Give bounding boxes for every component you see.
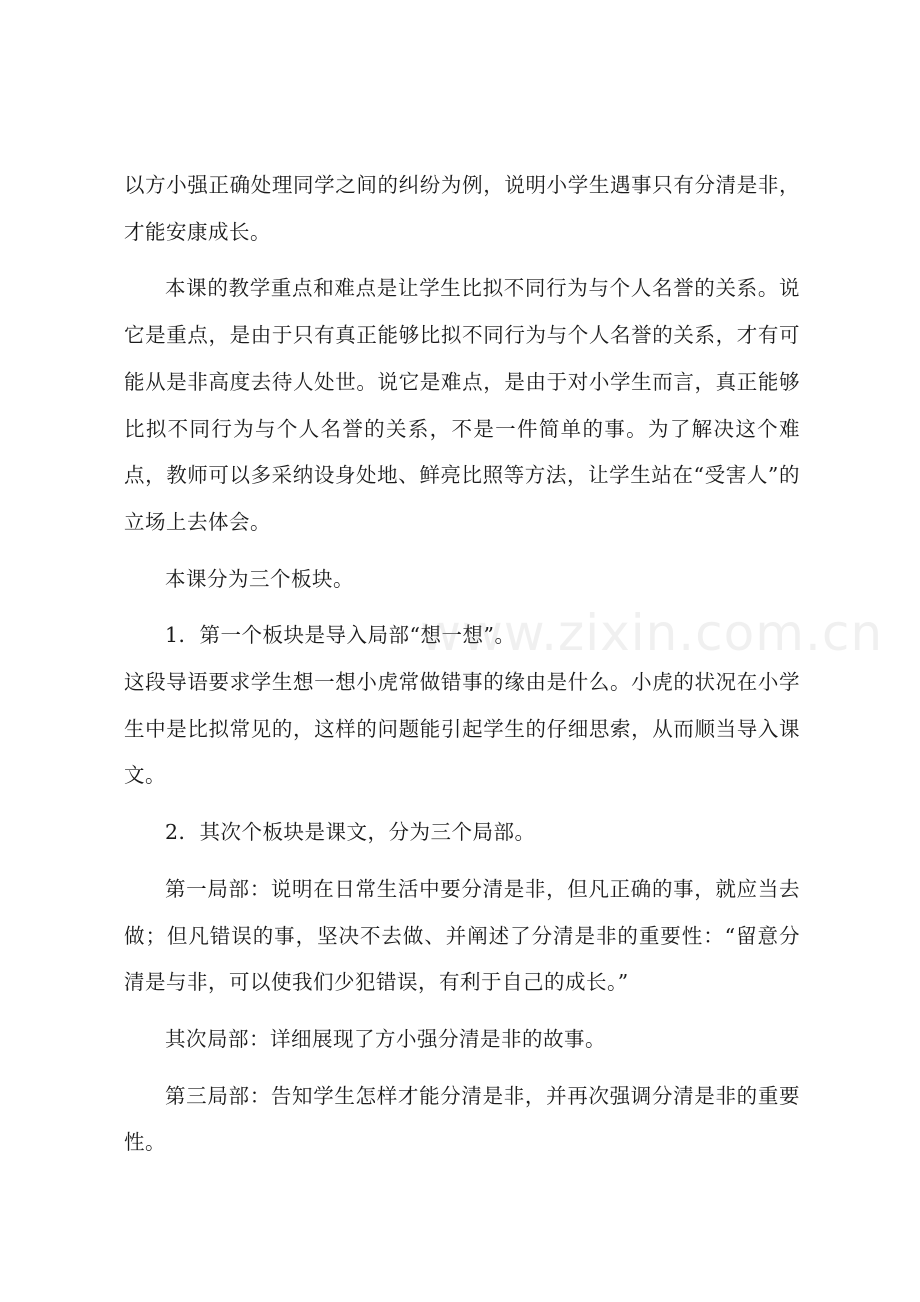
paragraph-part-3: 第三局部：告知学生怎样才能分清是非，并再次强调分清是非的重要性。 — [124, 1083, 800, 1155]
paragraph-intro: 以方小强正确处理同学之间的纠纷为例，说明小学生遇事只有分清是非，才能安康成长。 — [124, 173, 800, 244]
document-body — [124, 162, 800, 1176]
paragraph-key-points: 本课的教学重点和难点是让学生比拟不同行为与个人名誉的关系。说它是重点，是由于只有真正能够比拟不同行为与个人名誉的关系，才有可能从是非高度去待人处世。说它是难点，是由于对小学生而言，真正能够比拟不同行为与个人名誉的关系，不是一件简单的事。为了解决这个难点，教师可以多采纳设身处地、鲜亮比照等方法，让学生站在“受害人”的立场上去体会。 — [124, 276, 800, 534]
paragraph-sections: 本课分为三个板块。 — [165, 566, 354, 591]
paragraph-part-2: 其次局部：详细展现了方小强分清是非的故事。 — [165, 1026, 606, 1051]
paragraph-section-1-detail: 这段导语要求学生想一想小虎常做错事的缘由是什么。小虎的状况在小学生中是比拟常见的，这样的问题能引起学生的仔细思索，从而顺当导入课文。 — [124, 670, 800, 788]
paragraph-section-1: 1．第一个板块是导入局部“想一想”。 — [165, 623, 516, 648]
paragraph-part-1: 第一局部：说明在日常生活中要分清是非，但凡正确的事，就应当去做；但凡错误的事，坚决不去做、并阐述了分清是非的重要性：“留意分清是与非，可以使我们少犯错误，有利于自己的成长。” — [124, 876, 800, 995]
paragraph-section-2: 2．其次个板块是课文，分为三个局部。 — [165, 820, 536, 845]
watermark: www.zixin.com.cn — [420, 604, 884, 662]
